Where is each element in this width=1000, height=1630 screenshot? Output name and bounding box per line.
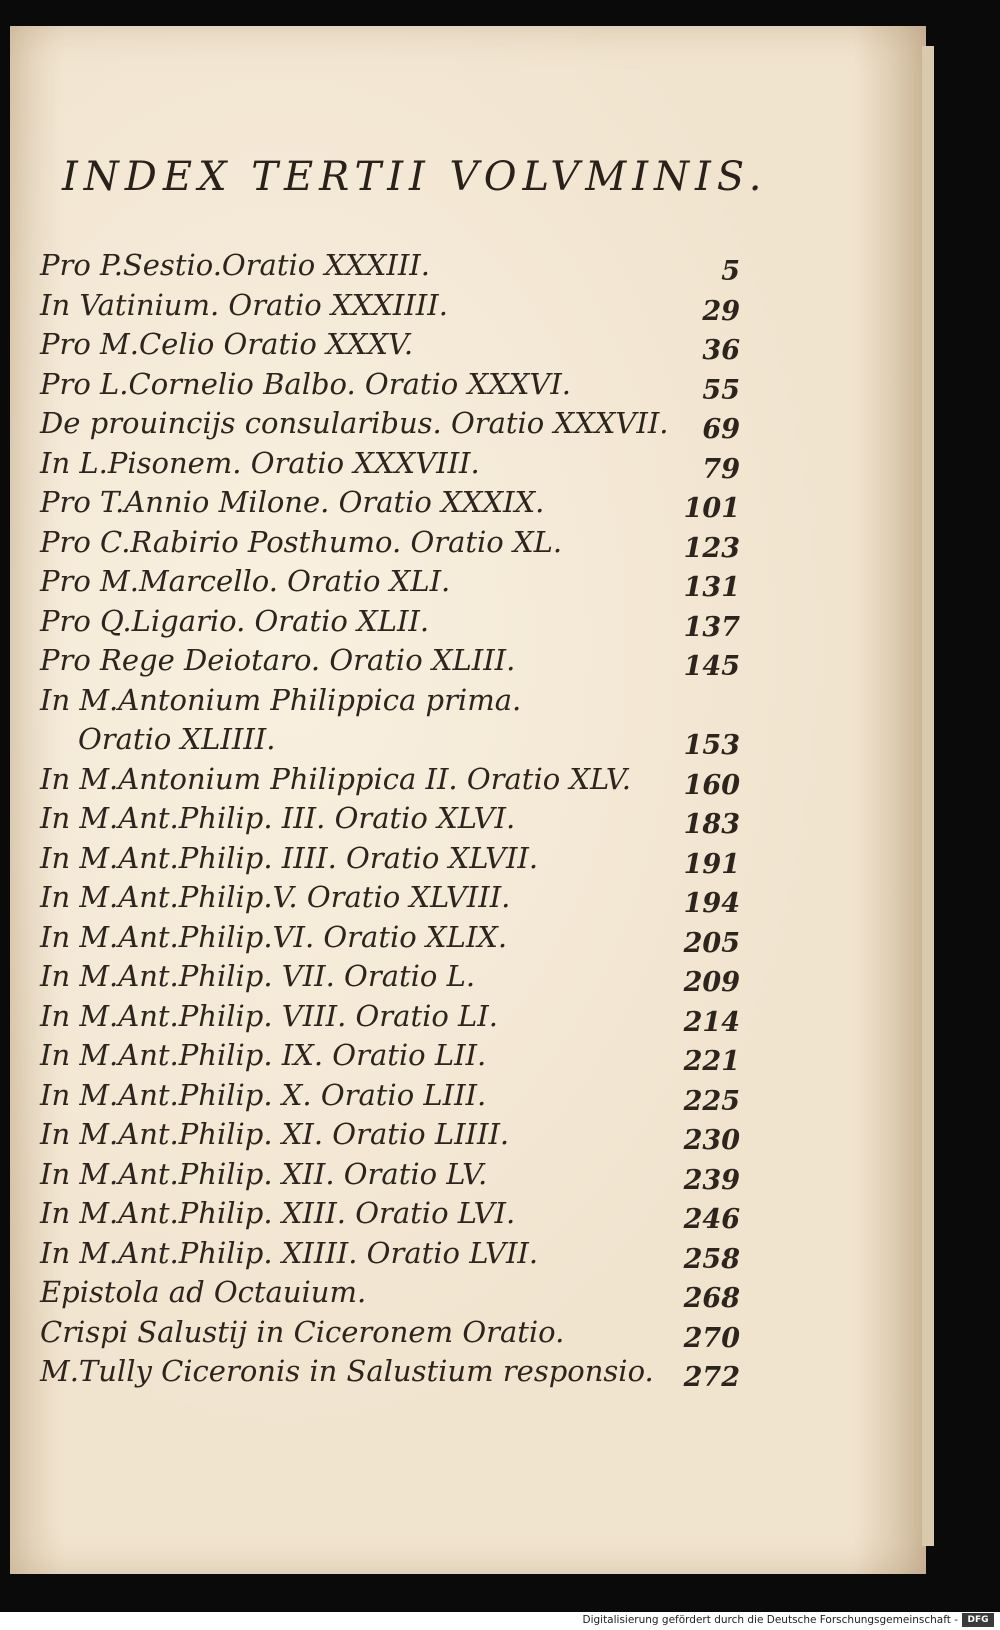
entry-title: In M.Ant.Philip. VIII. Oratio LI. bbox=[40, 998, 498, 1033]
entry-title: In M.Ant.Philip. VII. Oratio L. bbox=[40, 959, 476, 993]
toc-entry bbox=[40, 446, 740, 486]
entry-page-number: 36 bbox=[702, 335, 740, 366]
entry-page-number: 137 bbox=[683, 611, 740, 643]
toc-entry bbox=[40, 683, 740, 762]
entry-title: In M.Antonium Philippica II. Oratio XLV. bbox=[40, 761, 631, 796]
entry-title: Pro P.Sestio.Oratio XXXIII. bbox=[40, 248, 430, 282]
toc-entry bbox=[40, 1157, 740, 1197]
entry-page-number: 209 bbox=[683, 967, 740, 998]
entry-title: Pro Rege Deiotaro. Oratio XLIII. bbox=[40, 643, 516, 677]
table-of-contents bbox=[40, 248, 740, 1394]
entry-title: In Vatinium. Oratio XXXIIII. bbox=[40, 287, 448, 322]
toc-entry bbox=[40, 564, 740, 604]
dfg-logo: DFG bbox=[962, 1613, 994, 1627]
entry-page-number: 205 bbox=[683, 927, 740, 959]
entry-page-number: 153 bbox=[683, 729, 740, 761]
entry-title: Pro L.Cornelio Balbo. Oratio XXXVI. bbox=[40, 366, 572, 401]
entry-title: In M.Ant.Philip. III. Oratio XLVI. bbox=[40, 801, 516, 835]
entry-title: In M.Ant.Philip. XIIII. Oratio LVII. bbox=[40, 1235, 539, 1270]
entry-page-number: 225 bbox=[683, 1085, 740, 1117]
toc-entry bbox=[40, 288, 740, 328]
toc-entry bbox=[40, 1196, 740, 1236]
toc-entry bbox=[40, 406, 740, 446]
entry-title: In M.Ant.Philip.V. Oratio XLVIII. bbox=[40, 880, 511, 914]
entry-title: Pro M.Celio Oratio XXXV. bbox=[40, 327, 414, 361]
entry-title: In L.Pisonem. Oratio XXXVIII. bbox=[40, 445, 480, 480]
entry-title-continuation: Oratio XLIIII. bbox=[78, 721, 276, 756]
toc-entry bbox=[40, 999, 740, 1039]
entry-page-number: 29 bbox=[702, 295, 740, 327]
entry-title: Pro Q.Ligario. Oratio XLII. bbox=[40, 603, 430, 638]
entry-page-number: 194 bbox=[683, 888, 740, 919]
entry-page-number: 239 bbox=[683, 1164, 740, 1196]
entry-page-number: 183 bbox=[683, 809, 740, 840]
entry-page-number: 160 bbox=[683, 769, 740, 801]
entry-page-number: 272 bbox=[683, 1362, 740, 1393]
entry-page-number: 79 bbox=[702, 453, 740, 485]
toc-entry bbox=[40, 1354, 740, 1394]
entry-title: Epistola ad Octauium. bbox=[40, 1275, 367, 1309]
toc-entry bbox=[40, 959, 740, 999]
toc-entry bbox=[40, 525, 740, 565]
toc-entry bbox=[40, 880, 740, 920]
toc-entry bbox=[40, 762, 740, 802]
page-title: INDEX TERTII VOLVMINIS. bbox=[62, 154, 768, 200]
toc-entry bbox=[40, 367, 740, 407]
entry-title: Pro T.Annio Milone. Oratio XXXIX. bbox=[40, 485, 545, 519]
entry-title: In M.Ant.Philip.VI. Oratio XLIX. bbox=[40, 919, 508, 954]
toc-entry bbox=[40, 248, 740, 288]
toc-entry bbox=[40, 604, 740, 644]
toc-entry bbox=[40, 841, 740, 881]
toc-entry bbox=[40, 1117, 740, 1157]
toc-entry bbox=[40, 1275, 740, 1315]
page-edge bbox=[922, 46, 934, 1546]
entry-title: Pro M.Marcello. Oratio XLI. bbox=[40, 564, 451, 598]
toc-entry bbox=[40, 801, 740, 841]
entry-page-number: 131 bbox=[683, 572, 740, 603]
entry-page-number: 123 bbox=[683, 532, 740, 564]
toc-entry bbox=[40, 1038, 740, 1078]
entry-page-number: 191 bbox=[683, 848, 740, 880]
entry-page-number: 221 bbox=[683, 1046, 740, 1077]
book-page bbox=[10, 26, 926, 1574]
entry-page-number: 270 bbox=[683, 1322, 740, 1354]
toc-entry bbox=[40, 327, 740, 367]
entry-title: In M.Antonium Philippica prima. bbox=[40, 682, 522, 717]
entry-page-number: 145 bbox=[683, 651, 740, 682]
entry-title: M.Tully Ciceronis in Salustium responsio. bbox=[40, 1354, 654, 1388]
entry-page-number: 69 bbox=[702, 414, 740, 445]
toc-entry bbox=[40, 1315, 740, 1355]
entry-page-number: 246 bbox=[683, 1204, 740, 1235]
entry-title: Crispi Salustij in Ciceronem Oratio. bbox=[40, 1314, 565, 1349]
entry-title: In M.Ant.Philip. X. Oratio LIII. bbox=[40, 1077, 487, 1112]
entry-title: In M.Ant.Philip. IIII. Oratio XLVII. bbox=[40, 840, 539, 875]
entry-title: In M.Ant.Philip. XIII. Oratio LVI. bbox=[40, 1196, 516, 1230]
entry-title: Pro C.Rabirio Posthumo. Oratio XL. bbox=[40, 524, 563, 559]
entry-title: In M.Ant.Philip. IX. Oratio LII. bbox=[40, 1038, 487, 1072]
entry-page-number: 5 bbox=[721, 256, 740, 287]
entry-page-number: 214 bbox=[683, 1006, 740, 1038]
entry-page-number: 101 bbox=[683, 493, 740, 524]
toc-entry bbox=[40, 485, 740, 525]
entry-title: In M.Ant.Philip. XI. Oratio LIIII. bbox=[40, 1117, 510, 1151]
toc-entry bbox=[40, 1236, 740, 1276]
toc-entry bbox=[40, 1078, 740, 1118]
entry-page-number: 55 bbox=[702, 374, 740, 406]
entry-title: De prouincijs consularibus. Oratio XXXVII. bbox=[40, 406, 669, 440]
toc-entry bbox=[40, 643, 740, 683]
entry-page-number: 230 bbox=[683, 1125, 740, 1156]
entry-page-number: 268 bbox=[683, 1283, 740, 1314]
entry-title: In M.Ant.Philip. XII. Oratio LV. bbox=[40, 1156, 488, 1191]
entry-page-number: 258 bbox=[683, 1243, 740, 1275]
toc-entry bbox=[40, 920, 740, 960]
footer-credit: Digitalisierung gefördert durch die Deutsche Forschungsgemeinschaft - bbox=[582, 1614, 958, 1626]
